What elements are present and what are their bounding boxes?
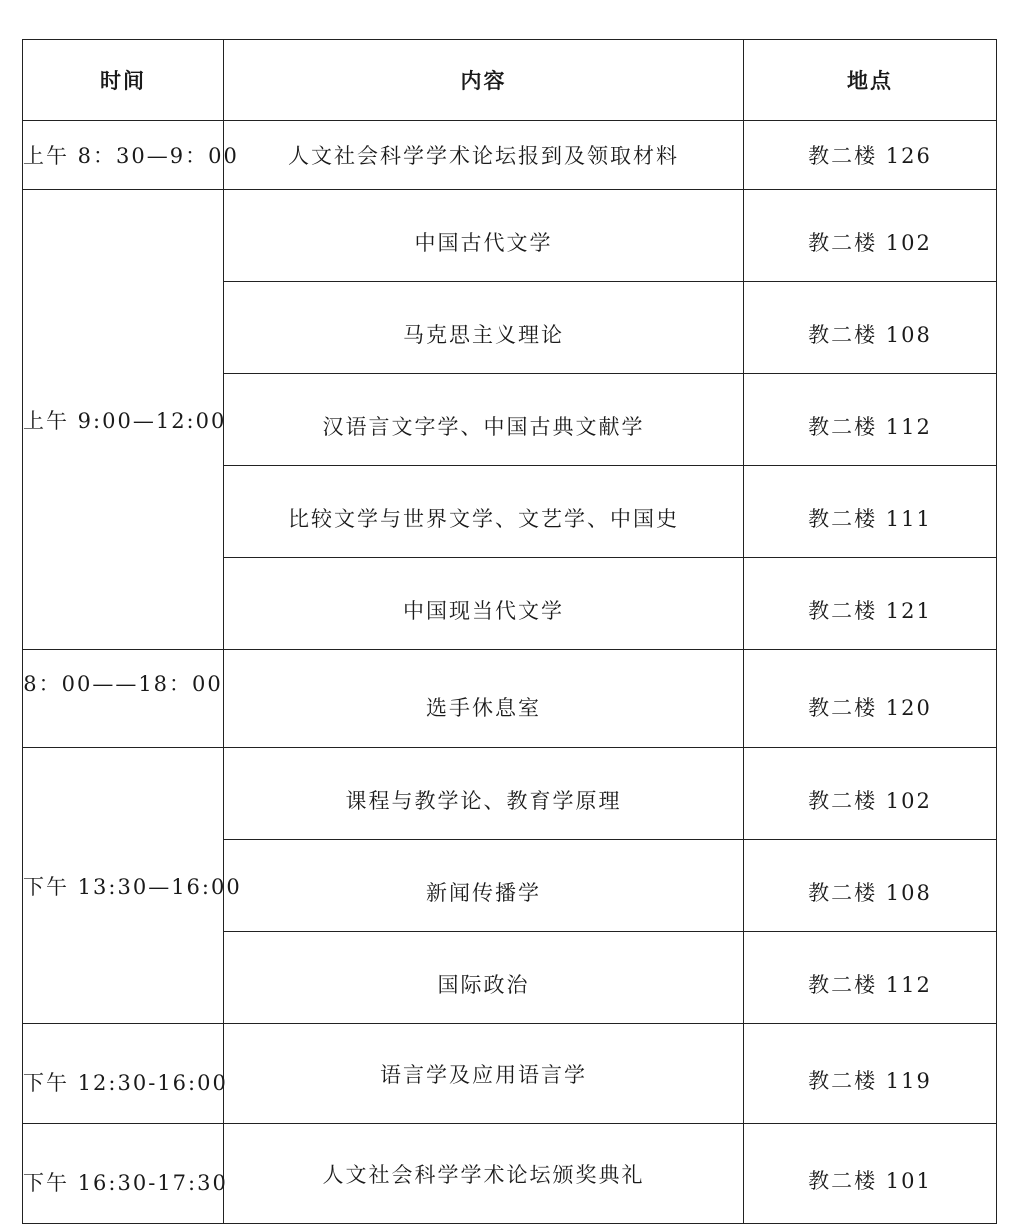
time-cell: 上午 9:00—12:00	[23, 190, 224, 650]
place-cell: 教二楼 121	[744, 558, 997, 650]
time-cell: 上午 8：30—9：00	[23, 121, 224, 190]
time-cell: 8：00——18：00	[23, 650, 224, 748]
table-row	[23, 1124, 997, 1224]
content-cell: 新闻传播学	[224, 840, 744, 932]
header-row	[23, 40, 997, 121]
table-row	[23, 190, 997, 282]
content-cell: 人文社会科学学术论坛颁奖典礼	[224, 1124, 744, 1224]
table-row	[23, 121, 997, 190]
content-cell: 马克思主义理论	[224, 282, 744, 374]
place-cell: 教二楼 120	[744, 650, 997, 748]
place-cell: 教二楼 112	[744, 374, 997, 466]
content-cell: 选手休息室	[224, 650, 744, 748]
time-cell: 下午 12:30-16:00	[23, 1024, 224, 1124]
table-row	[23, 650, 997, 748]
content-cell: 中国古代文学	[224, 190, 744, 282]
place-cell: 教二楼 102	[744, 748, 997, 840]
place-cell: 教二楼 108	[744, 282, 997, 374]
content-cell: 比较文学与世界文学、文艺学、中国史	[224, 466, 744, 558]
place-cell: 教二楼 108	[744, 840, 997, 932]
time-cell: 下午 16:30-17:30	[23, 1124, 224, 1224]
header-time: 时间	[23, 40, 224, 121]
content-cell: 课程与教学论、教育学原理	[224, 748, 744, 840]
content-cell: 人文社会科学学术论坛报到及领取材料	[224, 121, 744, 190]
schedule-table	[22, 39, 997, 1224]
place-cell: 教二楼 119	[744, 1024, 997, 1124]
place-cell: 教二楼 101	[744, 1124, 997, 1224]
place-cell: 教二楼 126	[744, 121, 997, 190]
content-cell: 中国现当代文学	[224, 558, 744, 650]
place-cell: 教二楼 111	[744, 466, 997, 558]
place-cell: 教二楼 112	[744, 932, 997, 1024]
table-row	[23, 1024, 997, 1124]
header-place: 地点	[744, 40, 997, 121]
content-cell: 汉语言文字学、中国古典文献学	[224, 374, 744, 466]
table-row	[23, 748, 997, 840]
place-cell: 教二楼 102	[744, 190, 997, 282]
content-cell: 语言学及应用语言学	[224, 1024, 744, 1124]
content-cell: 国际政治	[224, 932, 744, 1024]
header-content: 内容	[224, 40, 744, 121]
time-cell: 下午 13:30—16:00	[23, 748, 224, 1024]
